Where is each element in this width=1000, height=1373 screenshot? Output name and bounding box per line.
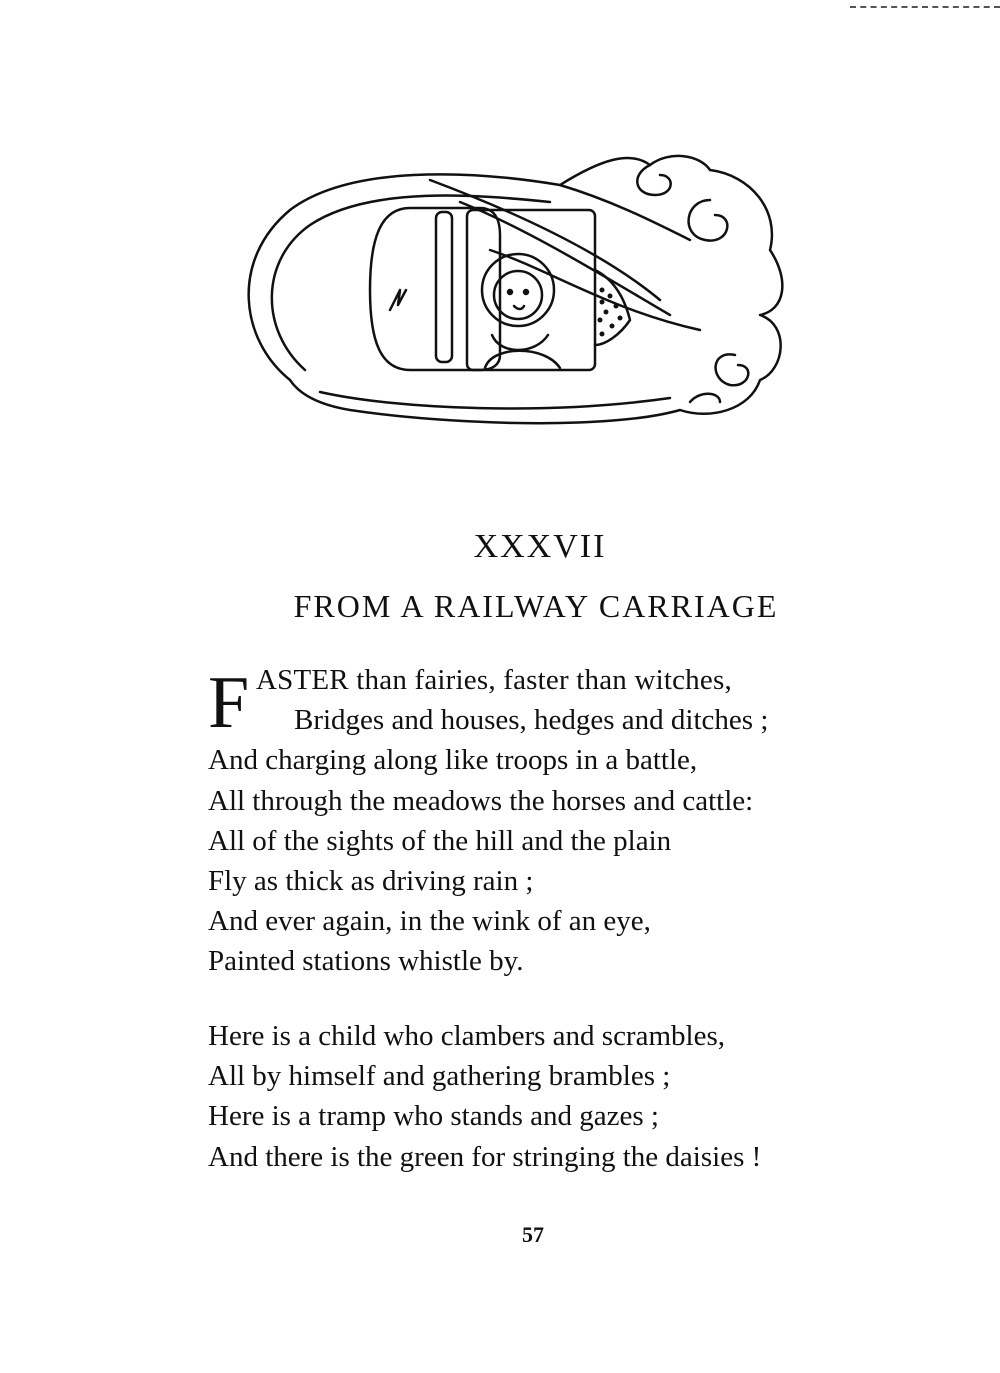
chapter-number: XXXVII xyxy=(473,528,607,565)
drop-cap: F xyxy=(208,662,250,744)
poem-line: And charging along like troops in a battle, xyxy=(208,744,698,777)
poem-title: FROM A RAILWAY CARRIAGE xyxy=(293,588,779,624)
poem-line: And there is the green for stringing the daisies ! xyxy=(208,1140,762,1173)
poem-line: And ever again, in the wink of an eye, xyxy=(208,905,651,938)
poem-line: Here is a tramp who stands and gazes ; xyxy=(208,1100,659,1133)
poem-line: All by himself and gathering brambles ; xyxy=(208,1060,671,1093)
poem-line: All through the meadows the horses and cattle: xyxy=(208,784,754,817)
top-edge-mark xyxy=(850,6,1000,8)
stanza-1 xyxy=(208,660,908,982)
poem-line: Here is a child who clambers and scrambles, xyxy=(208,1020,725,1052)
poem-line: All of the sights of the hill and the plain xyxy=(208,824,672,857)
girl-at-train-window-icon xyxy=(230,140,790,440)
poem-line: Fly as thick as driving rain ; xyxy=(208,864,534,897)
poem-line: Bridges and houses, hedges and ditches ; xyxy=(294,704,769,737)
page-number: 57 xyxy=(522,1222,544,1247)
poem-line: Painted stations whistle by. xyxy=(208,945,524,978)
stanza-2 xyxy=(208,1016,908,1177)
poem-line: ASTER than fairies, faster than witches, xyxy=(256,664,732,696)
